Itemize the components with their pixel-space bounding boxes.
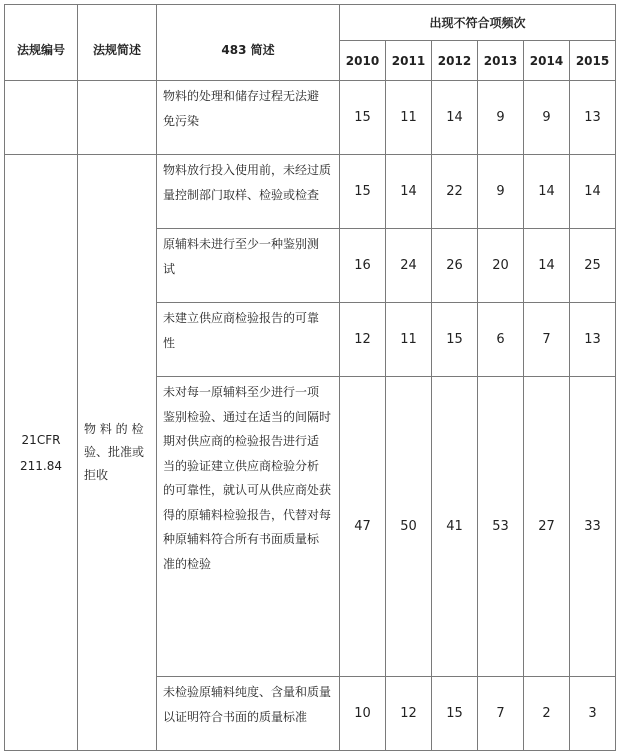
description-line: 的可靠性，就认可从供应商处获 bbox=[163, 483, 332, 497]
value-cell: 53 bbox=[478, 377, 524, 677]
header-year: 2013 bbox=[478, 41, 524, 81]
value-cell: 20 bbox=[478, 229, 524, 303]
description-line: 量控制部门取样、检验或检查 bbox=[163, 187, 320, 202]
value-cell: 9 bbox=[478, 155, 524, 229]
row-description bbox=[157, 81, 340, 155]
value-cell: 25 bbox=[570, 229, 616, 303]
regulation-summary-line: 拒收 bbox=[84, 468, 109, 482]
value-cell: 16 bbox=[340, 229, 386, 303]
value-cell: 27 bbox=[524, 377, 570, 677]
description-line: 得的原辅料检验报告，代替对每 bbox=[163, 507, 332, 522]
value-cell: 14 bbox=[432, 81, 478, 155]
value-cell: 26 bbox=[432, 229, 478, 303]
value-cell: 14 bbox=[524, 155, 570, 229]
fda-483-frequency-table bbox=[4, 4, 616, 751]
value-cell: 15 bbox=[340, 81, 386, 155]
regulation-summary bbox=[78, 155, 157, 751]
description-line: 鉴别检验、通过在适当的间隔时 bbox=[163, 409, 332, 424]
header-reg-no: 法规编号 bbox=[5, 5, 78, 81]
header-year: 2010 bbox=[340, 41, 386, 81]
empty-cell bbox=[5, 81, 78, 155]
row-description bbox=[157, 377, 340, 677]
value-cell: 2 bbox=[524, 677, 570, 751]
value-cell: 12 bbox=[386, 677, 432, 751]
description-line: 种原辅料符合所有书面质量标 bbox=[163, 532, 320, 546]
value-cell: 7 bbox=[524, 303, 570, 377]
value-cell: 9 bbox=[524, 81, 570, 155]
row-description bbox=[157, 303, 340, 377]
description-line: 当的验证建立供应商检验分析 bbox=[163, 458, 320, 473]
description-line: 准的检验 bbox=[163, 556, 212, 571]
regulation-summary-line: 物 料 的 检 bbox=[84, 422, 144, 436]
row-description bbox=[157, 155, 340, 229]
value-cell: 13 bbox=[570, 303, 616, 377]
description-line: 未对每一原辅料至少进行一项 bbox=[163, 385, 320, 399]
row-description bbox=[157, 229, 340, 303]
value-cell: 24 bbox=[386, 229, 432, 303]
header-row-1 bbox=[5, 5, 616, 41]
header-year: 2015 bbox=[570, 41, 616, 81]
regulation-number-line: 211.84 bbox=[20, 458, 62, 473]
table-row bbox=[5, 81, 616, 155]
regulation-summary-line: 验、批准或 bbox=[84, 445, 145, 459]
description-line: 以证明符合书面的质量标准 bbox=[163, 709, 308, 724]
value-cell: 12 bbox=[340, 303, 386, 377]
table-row bbox=[5, 155, 616, 229]
value-cell: 15 bbox=[340, 155, 386, 229]
empty-cell bbox=[78, 81, 157, 155]
description-line: 试 bbox=[163, 261, 176, 276]
value-cell: 14 bbox=[386, 155, 432, 229]
description-line: 期对供应商的检验报告进行适 bbox=[163, 434, 320, 448]
value-cell: 13 bbox=[570, 81, 616, 155]
value-cell: 11 bbox=[386, 303, 432, 377]
value-cell: 6 bbox=[478, 303, 524, 377]
value-cell: 22 bbox=[432, 155, 478, 229]
description-line: 物料放行投入使用前，未经过质 bbox=[163, 163, 332, 177]
value-cell: 10 bbox=[340, 677, 386, 751]
value-cell: 47 bbox=[340, 377, 386, 677]
value-cell: 15 bbox=[432, 303, 478, 377]
regulation-number bbox=[5, 155, 78, 751]
description-line: 免污染 bbox=[163, 113, 200, 128]
value-cell: 41 bbox=[432, 377, 478, 677]
value-cell: 33 bbox=[570, 377, 616, 677]
document-table-container bbox=[4, 4, 616, 751]
value-cell: 50 bbox=[386, 377, 432, 677]
row-description bbox=[157, 677, 340, 751]
description-line: 原辅料未进行至少一种鉴别测 bbox=[163, 237, 320, 251]
value-cell: 3 bbox=[570, 677, 616, 751]
description-line: 未检验原辅料纯度、含量和质量 bbox=[163, 685, 332, 699]
value-cell: 9 bbox=[478, 81, 524, 155]
description-line: 未建立供应商检验报告的可靠 bbox=[163, 311, 320, 325]
header-year: 2012 bbox=[432, 41, 478, 81]
header-year: 2014 bbox=[524, 41, 570, 81]
value-cell: 15 bbox=[432, 677, 478, 751]
value-cell: 7 bbox=[478, 677, 524, 751]
value-cell: 14 bbox=[570, 155, 616, 229]
value-cell: 14 bbox=[524, 229, 570, 303]
description-line: 物料的处理和储存过程无法避 bbox=[163, 89, 320, 103]
value-cell: 11 bbox=[386, 81, 432, 155]
regulation-number-line: 21CFR bbox=[21, 432, 61, 447]
header-reg-summary: 法规简述 bbox=[78, 5, 157, 81]
description-line: 性 bbox=[163, 335, 176, 350]
header-year: 2011 bbox=[386, 41, 432, 81]
header-frequency: 出现不符合项频次 bbox=[340, 5, 616, 41]
header-483-desc: 483 简述 bbox=[157, 5, 340, 81]
